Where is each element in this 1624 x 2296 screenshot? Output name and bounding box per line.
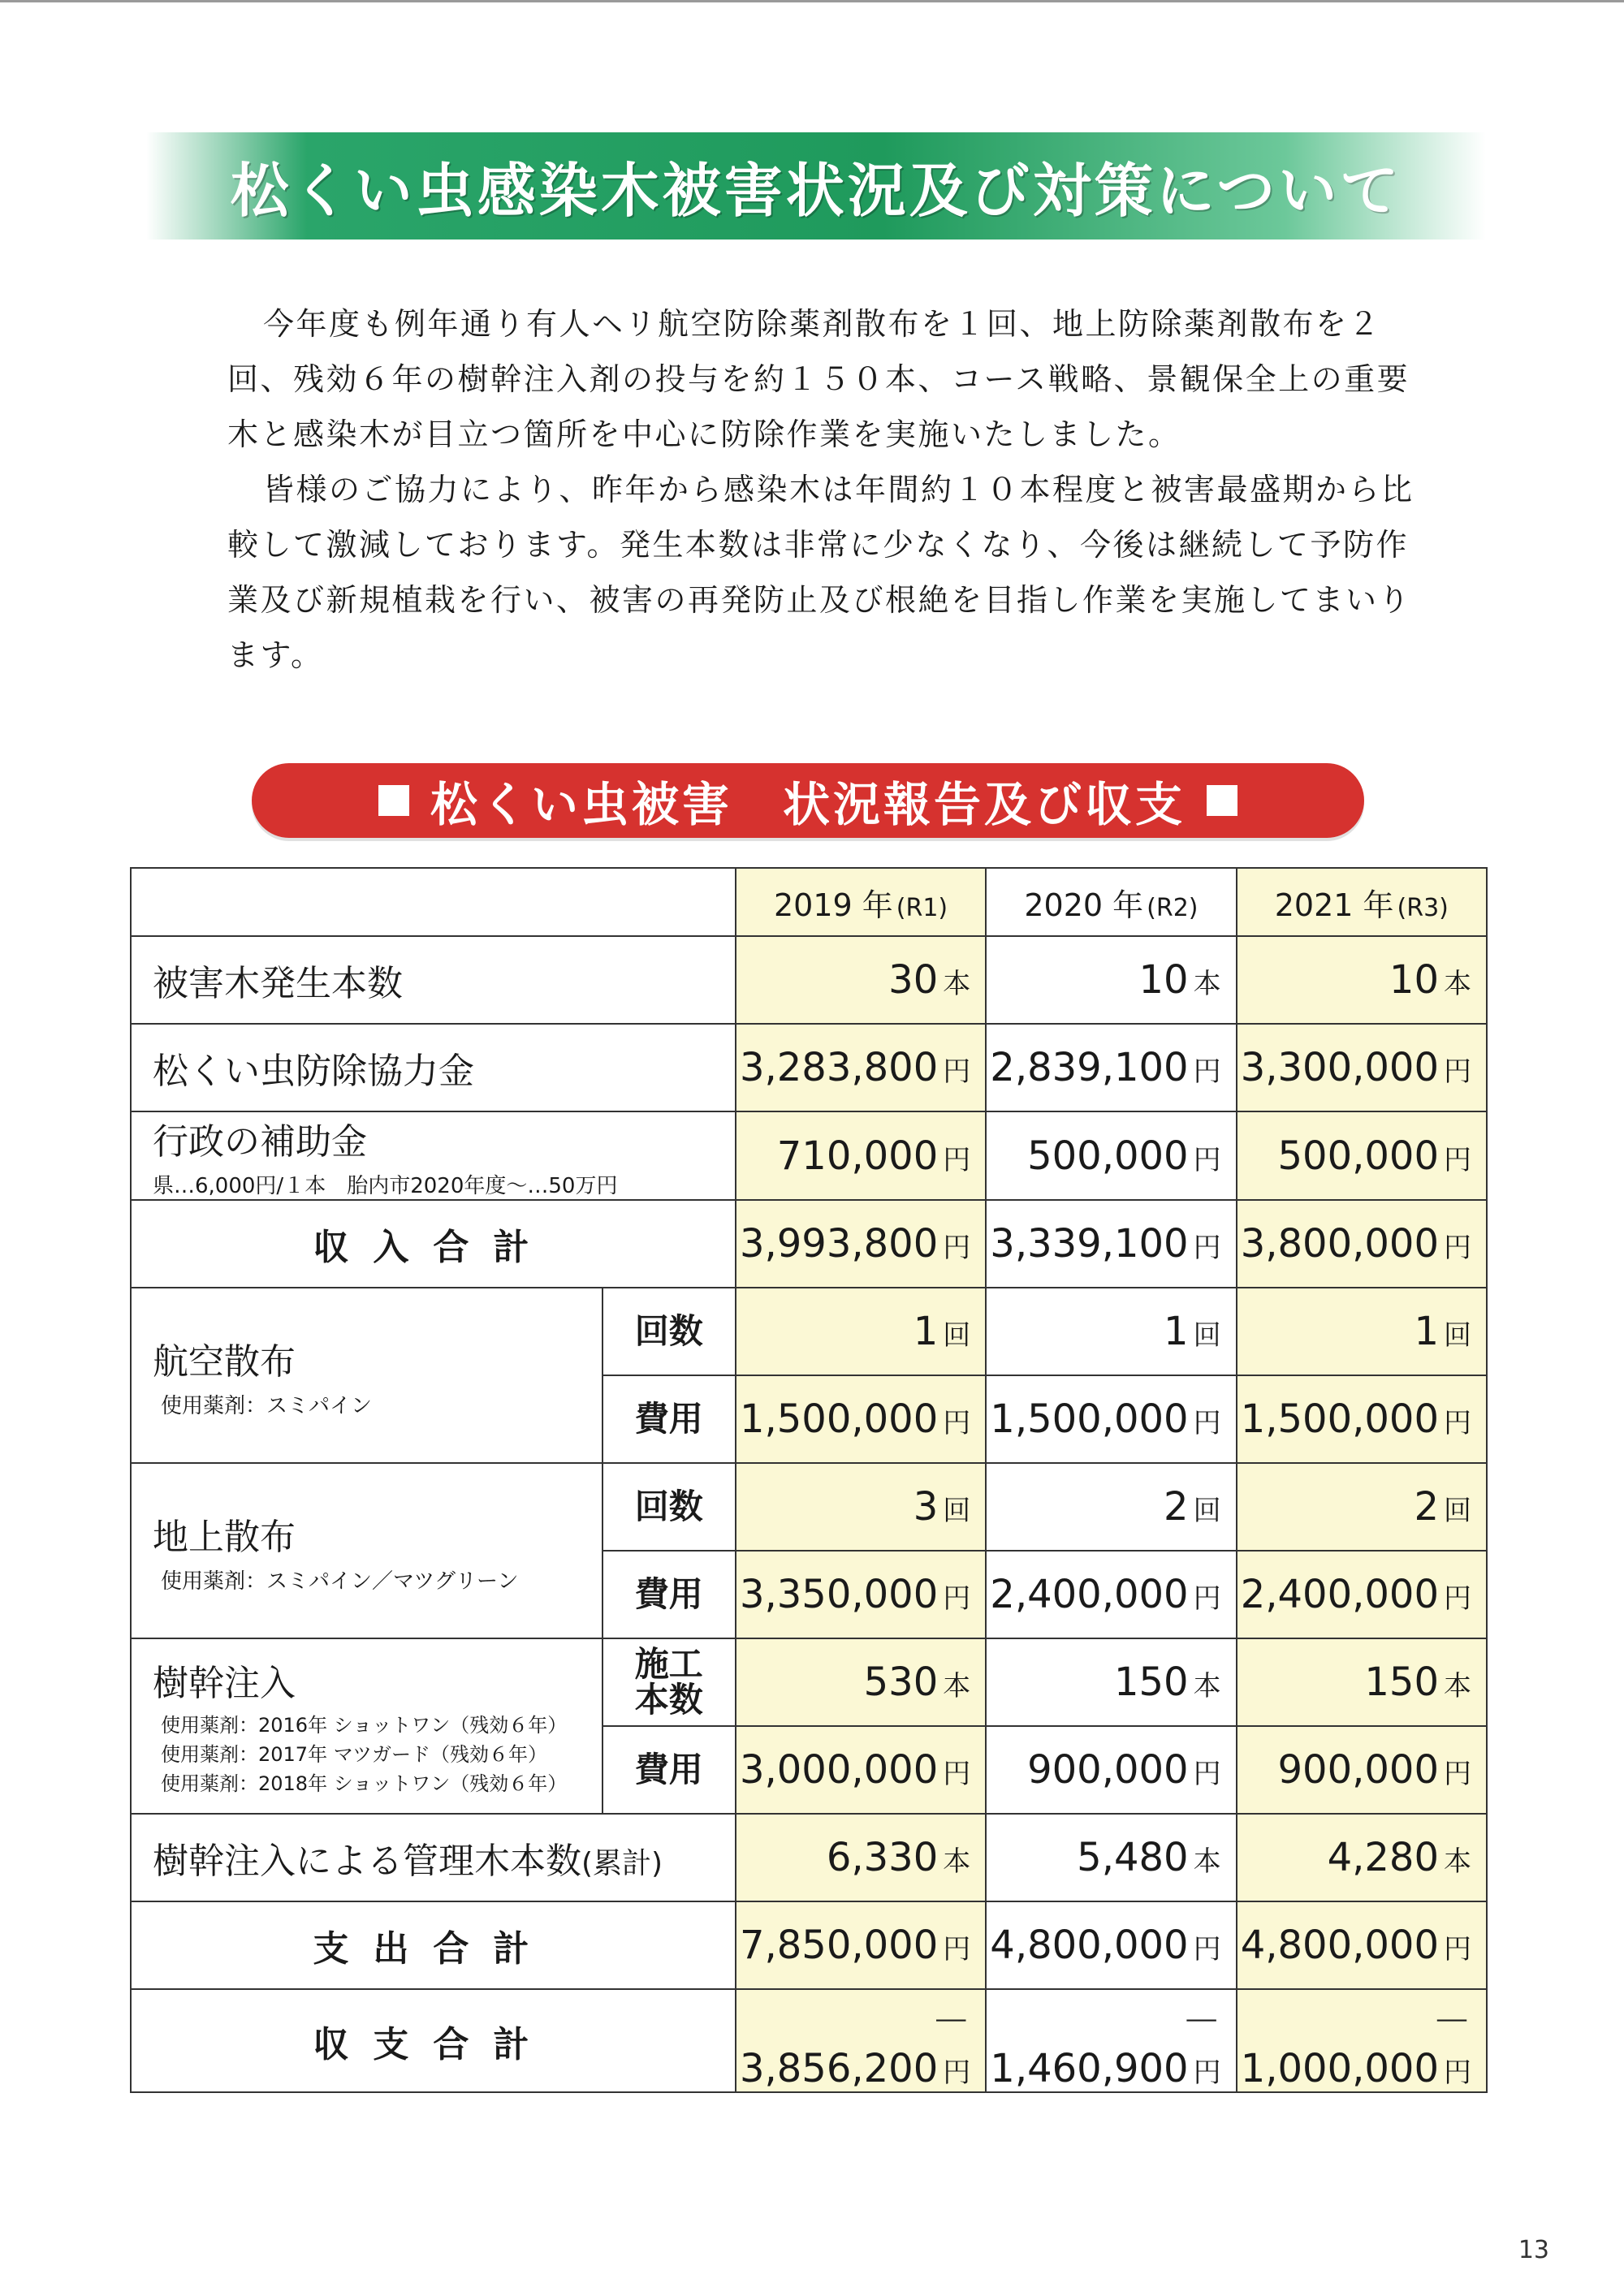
square-bullet-icon [1207,785,1237,816]
intro-paragraph-2: 皆様のご協力により、昨年から感染木は年間約１０本程度と被害最盛期から比較して激減しております。発生本数は非常に少なくなり、今後は継続して予防作業及び新規植栽を行い、被害の再発防止及び根絶を目指し作業を実施してまいります。 [227,472,1415,673]
intro-text [227,296,1429,683]
value-cell: 7,850,000 円 [736,1901,986,1989]
sub-label: 施工 本数 [603,1638,736,1726]
ground-note: 使用薬剤：スミパイン／マツグリーン [161,1569,519,1594]
sub-label: 回数 [603,1288,736,1375]
row-label: 松くい虫防除協力金 [131,1024,736,1111]
table-row-expense-total [131,1901,1487,1989]
sub-label: 費用 [603,1726,736,1814]
value-cell: 2,400,000 円 [986,1551,1236,1638]
year-header-2021: 2021 年 (R3) [1237,868,1487,936]
row-label: 被害木発生本数 [131,936,736,1024]
subsidy-note: 県…6,000円/１本 胎内市2020年度～…50万円 [153,1174,618,1198]
section-label [252,763,1364,838]
value-cell: 530 本 [736,1638,986,1726]
intro-paragraph-1: 今年度も例年通り有人ヘリ航空防除薬剤散布を１回、地上防除薬剤散布を２回、残効６年の樹幹注入剤の投与を約１５０本、コース戦略、景観保全上の重要木と感染木が目立つ箇所を中心に防除作業を実施いたしました。 [227,306,1410,452]
subsidy-label: 行政の補助金 [153,1121,367,1163]
table-row-subsidy [131,1111,1487,1200]
injection-note: 使用薬剤：2016年 ショットワン（残効６年） [161,1714,568,1737]
value-cell: 3 回 [736,1463,986,1551]
value-cell: 10 本 [1237,936,1487,1024]
page-number: 13 [1518,2236,1549,2264]
value-cell: 900,000 円 [986,1726,1236,1814]
row-label [131,1463,603,1638]
ground-label: 地上散布 [153,1516,296,1558]
value-cell: 3,339,100 円 [986,1200,1236,1288]
injection-note: 使用薬剤：2018年 ショットワン（残効６年） [161,1772,568,1795]
value-cell: 1 回 [986,1288,1236,1375]
row-label [131,1638,603,1814]
value-cell: 4,800,000 円 [986,1901,1236,1989]
row-label: 収支合計 [131,1989,736,2092]
value-cell: 1,500,000 円 [986,1375,1236,1463]
year-header-2019: 2019 年 (R1) [736,868,986,936]
injection-label: 樹幹注入 [153,1663,296,1704]
value-cell: 150 本 [1237,1638,1487,1726]
report-table [130,867,1488,2093]
value-cell: 4,280 本 [1237,1814,1487,1901]
table-row-managed [131,1814,1487,1901]
square-bullet-icon [378,785,409,816]
value-cell: 2,839,100 円 [986,1024,1236,1111]
value-cell: 6,330 本 [736,1814,986,1901]
table-row-balance-total [131,1989,1487,2092]
sub-label: 費用 [603,1375,736,1463]
sub-label: 回数 [603,1463,736,1551]
value-cell: 3,300,000 円 [1237,1024,1487,1111]
value-cell: 3,350,000 円 [736,1551,986,1638]
row-label: 収入合計 [131,1200,736,1288]
table-row-contribution [131,1024,1487,1111]
value-cell: 30 本 [736,936,986,1024]
sub-label: 費用 [603,1551,736,1638]
value-cell: －3,856,200 円 [736,1989,986,2092]
table-row-ground-count [131,1463,1487,1551]
injection-notes [153,1711,602,1798]
value-cell: 900,000 円 [1237,1726,1487,1814]
table-row-aerial-count [131,1288,1487,1375]
row-label: 支出合計 [131,1901,736,1989]
injection-note: 使用薬剤：2017年 マツガード（残効６年） [161,1743,547,1766]
title-banner [146,132,1486,240]
value-cell: 1 回 [736,1288,986,1375]
table-row-injection-count [131,1638,1487,1726]
value-cell: －1,000,000 円 [1237,1989,1487,2092]
value-cell: 1,500,000 円 [736,1375,986,1463]
value-cell: 3,993,800 円 [736,1200,986,1288]
value-cell: 500,000 円 [986,1111,1236,1200]
value-cell: 2 回 [1237,1463,1487,1551]
value-cell: 3,800,000 円 [1237,1200,1487,1288]
value-cell: －1,460,900 円 [986,1989,1236,2092]
header-empty-cell [131,868,736,936]
value-cell: 5,480 本 [986,1814,1236,1901]
value-cell: 710,000 円 [736,1111,986,1200]
table-row-income-total [131,1200,1487,1288]
page-title: 松くい虫感染木被害状況及び対策について [230,157,1402,225]
table-row-damage [131,936,1487,1024]
value-cell: 150 本 [986,1638,1236,1726]
year-header-2020: 2020 年 (R2) [986,868,1236,936]
value-cell: 500,000 円 [1237,1111,1487,1200]
value-cell: 2 回 [986,1463,1236,1551]
value-cell: 2,400,000 円 [1237,1551,1487,1638]
aerial-note: 使用薬剤：スミパイン [161,1393,373,1418]
value-cell: 1,500,000 円 [1237,1375,1487,1463]
value-cell: 3,283,800 円 [736,1024,986,1111]
row-label: 樹幹注入による管理木本数(累計) [131,1814,736,1901]
value-cell: 4,800,000 円 [1237,1901,1487,1989]
row-label [131,1288,603,1463]
section-label-text: 松くい虫被害 状況報告及び収支 [430,777,1186,832]
value-cell: 1 回 [1237,1288,1487,1375]
value-cell: 10 本 [986,936,1236,1024]
value-cell: 3,000,000 円 [736,1726,986,1814]
aerial-label: 航空散布 [153,1340,296,1383]
table-header-row [131,868,1487,936]
row-label [131,1111,736,1200]
page-top-line [0,0,1624,2]
